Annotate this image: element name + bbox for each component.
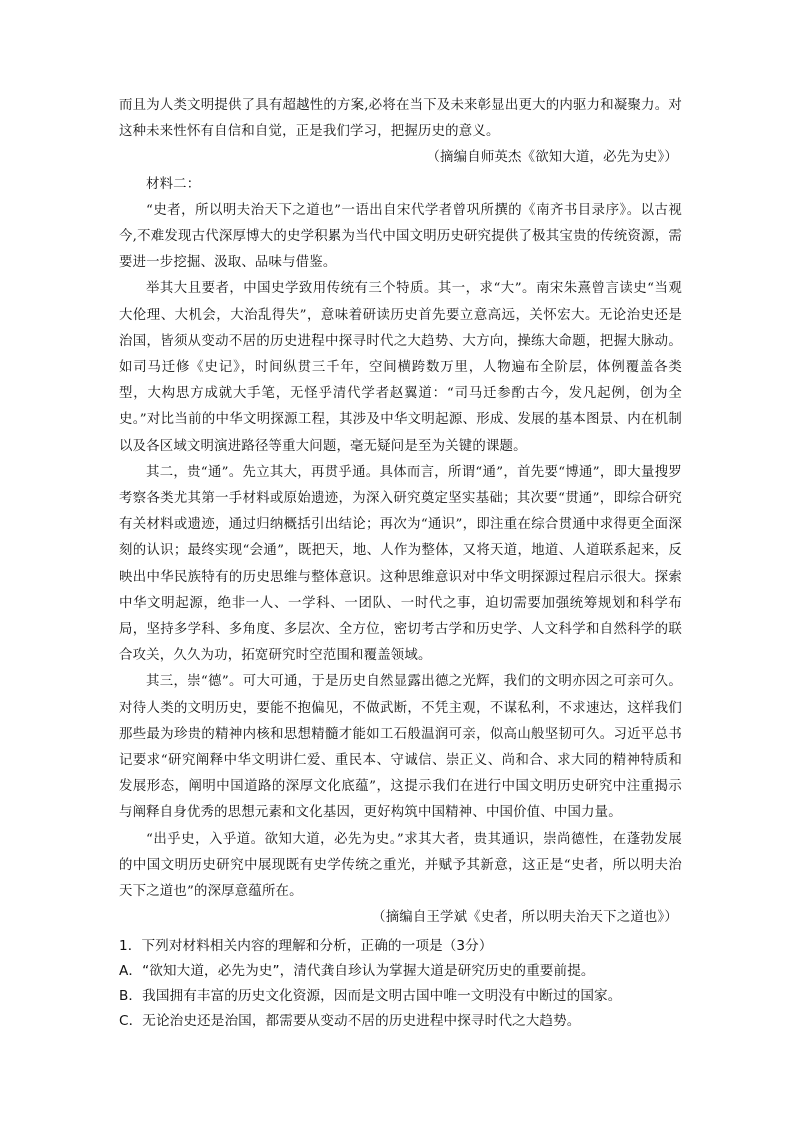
question-1 <box>119 934 682 1035</box>
material2-paragraph-5: “出乎史，入乎道。欲知大道，必先为史。”求其大者，贵其通识，崇尚德性，在蓬勃发展的中国文明历史研究中展现既有史学传统之重光，并赋予其新意，这正是“史者，所以明夫治天下之道也”的深厚意蕴所在。 <box>119 831 682 900</box>
option-a: A．“欲知大道，必先为史”，清代龚自珍认为掌握大道是研究历史的重要前提。 <box>119 962 595 979</box>
material2-paragraph-1: “史者，所以明夫治天下之道也”一语出自宋代学者曾巩所撰的《南齐书目录序》。以古视今,不难发现古代深厚博大的史学积累为当代中国文明历史研究提供了极其宝贵的传统资源，需要进一步挖掘、汲取、品味与借鉴。 <box>119 202 682 271</box>
material1-source: （摘编自师英杰《欲知大道，必先为史》） <box>426 150 678 166</box>
option-c: C．无论治史还是治国，都需要从变动不居的历史进程中探寻时代之大趋势。 <box>119 1013 581 1030</box>
document-page <box>119 93 682 1034</box>
material2-paragraph-4: 其三，崇“德”。可大可通，于是历史自然显露出德之光辉，我们的文明亦因之可亲可久。对待人类的文明历史，要能不抱偏见，不做武断，不凭主观，不谋私利，不求速达，这样我们那些最为珍贵的精神内核和思想精髓才能如工石般温润可亲，似高山般坚韧可久。习近平总书记要求“研究阐释中华文明讲仁爱、重民本、守诚信、崇正义、尚和合、求大同的精神特质和发展形态，阐明中国道路的深厚文化底蕴”，这提示我们在进行中国文明历史研究中注重揭示与阐释自身优秀的思想元素和文化基因，更好构筑中国精神、中国价值、中国力量。 <box>119 674 682 821</box>
material2-paragraph-2: 举其大且要者，中国史学致用传统有三个特质。其一，求“大”。南宋朱熹曾言读史“当观大伦理、大机会，大治乱得失”，意味着研读历史首先要立意高远，关怀宏大。无论治史还是治国，皆须从变动不居的历史进程中探寻时代之大趋势、大方向，操练大命题，把握大脉动。如司马迁修《史记》，时间纵贯三千年，空间横跨数万里，人物遍布全阶层，体例覆盖各类型，大构思方成就大手笔，无怪乎清代学者赵翼道：“司马迁参酌古今，发凡起例，创为全史。”对比当前的中华文明探源工程，其涉及中华文明起源、形成、发展的基本图景、内在机制以及各区域文明演进路径等重大问题，毫无疑问是至为关键的课题。 <box>119 281 682 454</box>
question-stem: 1．下列对材料相关内容的理解和分析，正确的一项是（3分） <box>119 937 493 954</box>
material2-source: （摘编自王学斌《史者，所以明夫治天下之道也》） <box>372 910 678 926</box>
option-b: B．我国拥有丰富的历史文化资源，因而是文明古国中唯一文明没有中断过的国家。 <box>119 987 622 1004</box>
material1-closing-paragraph: 而且为人类文明提供了具有超越性的方案,必将在当下及未来彰显出更大的内驱力和凝聚力。对这种未来性怀有自信和自觉，正是我们学习，把握历史的意义。 <box>119 98 682 140</box>
material2-paragraph-3: 其二，贵“通”。先立其大，再贯乎通。具体而言，所谓“通”，首先要“博通”，即大量搜罗考察各类尤其第一手材料或原始遗迹，为深入研究奠定坚实基础；其次要“贯通”，即综合研究有关材料或遗迹，通过归纳概括引出结论；再次为“通识”，即注重在综合贯通中求得更全面深刻的认识；最终实现“会通”，既把天，地、人作为整体，又将天道，地道、人道联系起来，反映出中华民族特有的历史思维与整体意识。这种思维意识对中华文明探源过程启示很大。探索中华文明起源，绝非一人、一学科、一团队、一时代之事，迫切需要加强统筹规划和科学布局，坚持多学科、多角度、多层次、全方位，密切考古学和历史学、人文科学和自然科学的联合攻关，久久为功，拓宽研究时空范围和覆盖领域。 <box>119 464 682 664</box>
material2-heading: 材料二： <box>146 176 201 192</box>
